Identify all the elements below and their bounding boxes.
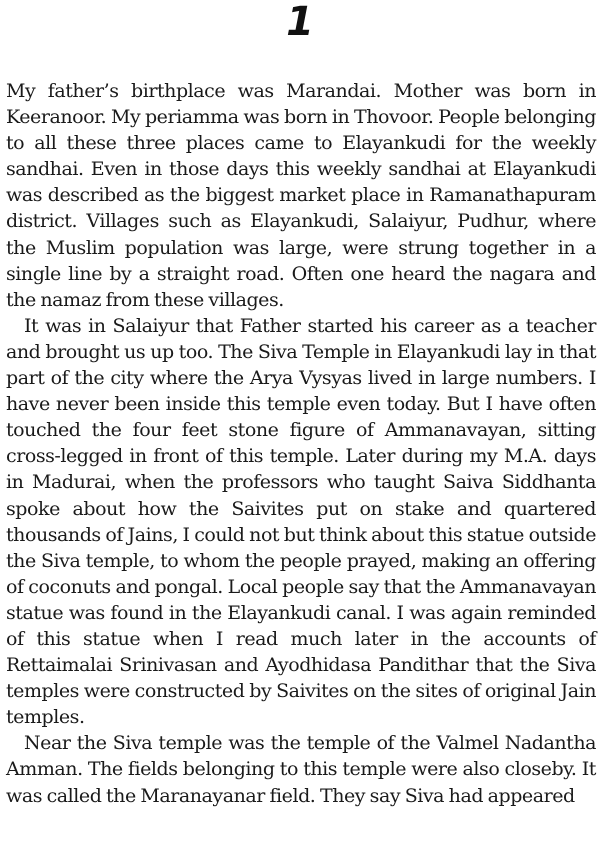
- paragraph-2: It was in Salaiyur that Father started his career as a teacher and brought us up too. The Siva Temple in Elayankudi lay in that part of the city where the Arya Vysyas lived in large numbers. I have never been inside this temple even today. But I have often touched the four feet stone figure of Ammanavayan, sitting cross-legged in front of this temple. Later during my M.A. days in Madurai, when the professors who taught Saiva Siddhanta spoke about how the Saivites put on stake and quartered thousands of Jains, I could not but think about this statue outside the Siva temple, to whom the people prayed, making an offering of coconuts and pongal. Local people say that the Ammanavayan statue was found in the Elayankudi canal. I was again reminded of this statue when I read much later in the accounts of Rettaimalai Srinivasan and Ayodhidasa Pandithar that the Siva temples were constructed by Saivites on the sites of original Jain temples.: [6, 314, 596, 729]
- paragraph-3: Near the Siva temple was the temple of the Valmel Nadantha Amman. The fields belonging to this temple were also closeby. It was called the Maranayanar field. They say Siva had appeared: [6, 732, 596, 807]
- chapter-number: 1: [286, 0, 314, 45]
- chapter-body: [6, 78, 596, 809]
- paragraph-1: My father’s birthplace was Marandai. Mother was born in Keeranoor. My periamma was born in Thovoor. People belonging to all these three places came to Elayankudi for the weekly sandhai. Even in those days this weekly sandhai at Elayankudi was described as the biggest market place in Ramanathapuram district. Villages such as Elayankudi, Salaiyur, Pudhur, where the Muslim population was large, were strung together in a single line by a straight road. Often one heard the nagara and the namaz from these villages.: [6, 80, 596, 311]
